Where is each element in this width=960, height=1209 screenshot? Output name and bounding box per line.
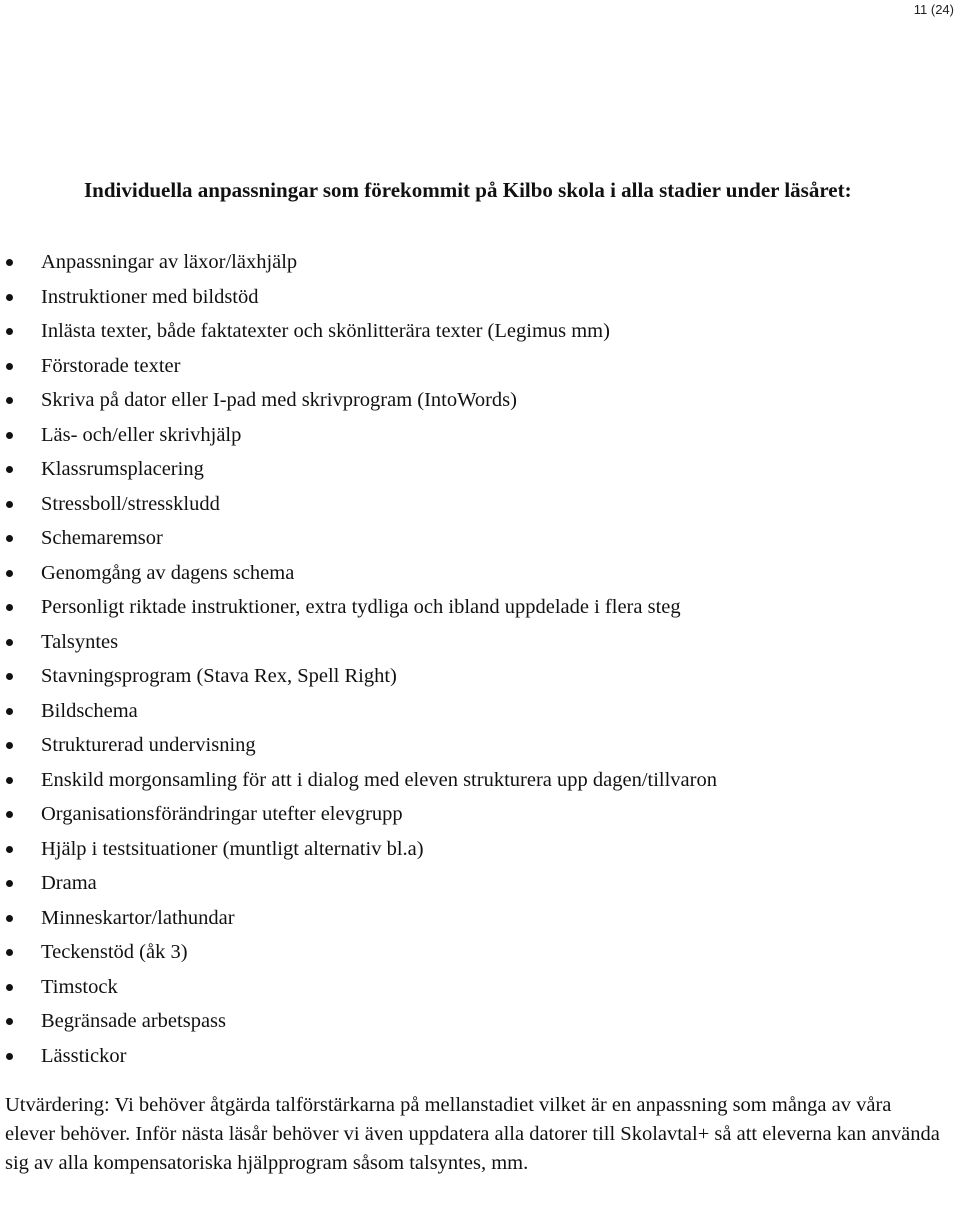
list-item (0, 936, 950, 971)
list-item-text: Stavningsprogram (Stava Rex, Spell Right) (41, 665, 397, 687)
list-item (0, 453, 950, 488)
bullet-icon (6, 984, 13, 991)
list-item (0, 626, 950, 661)
bullet-icon (6, 363, 13, 370)
bullet-icon (6, 811, 13, 818)
bullet-icon (6, 328, 13, 335)
list-item (0, 833, 950, 868)
list-item-text: Lässtickor (41, 1044, 127, 1067)
bullet-icon (6, 397, 13, 404)
list-item (0, 695, 950, 730)
list-item-text: Bildschema (41, 699, 138, 722)
bullet-icon (6, 846, 13, 853)
bullet-icon (6, 777, 13, 784)
list-item-text: Minneskartor/lathundar (41, 906, 235, 929)
list-item (0, 281, 950, 316)
list-item (0, 729, 950, 764)
list-item-text: Organisationsförändringar utefter elevgrupp (41, 803, 403, 825)
list-item (0, 384, 950, 419)
list-item (0, 867, 950, 902)
list-item-text: Personligt riktade instruktioner, extra tydliga och ibland uppdelade i flera steg (41, 596, 681, 618)
list-item (0, 764, 950, 799)
accommodations-list (0, 246, 950, 1074)
bullet-icon (6, 432, 13, 439)
list-item (0, 971, 950, 1006)
bullet-icon (6, 466, 13, 473)
list-item (0, 557, 950, 592)
bullet-icon (6, 1053, 13, 1060)
bullet-icon (6, 673, 13, 680)
list-item-text: Klassrumsplacering (41, 458, 204, 480)
list-item (0, 1040, 950, 1075)
list-item (0, 660, 950, 695)
list-item-text: Drama (41, 872, 97, 894)
list-item-text: Anpassningar av läxor/läxhjälp (41, 251, 298, 273)
list-item-text: Genomgång av dagens schema (41, 561, 295, 584)
list-item-text: Skriva på dator eller I-pad med skrivprogram (IntoWords) (41, 389, 517, 411)
list-item (0, 798, 950, 833)
list-item (0, 315, 950, 350)
bullet-icon (6, 259, 13, 266)
bullet-icon (6, 535, 13, 542)
bullet-icon (6, 501, 13, 508)
list-item (0, 522, 950, 557)
section-heading: Individuella anpassningar som förekommit på Kilbo skola i alla stadier under läsåret: (84, 178, 852, 202)
list-item (0, 488, 950, 523)
list-item (0, 419, 950, 454)
list-item-text: Inlästa texter, både faktatexter och skönlitterära texter (Legimus mm) (41, 320, 610, 342)
bullet-icon (6, 639, 13, 646)
list-item-text: Schemaremsor (41, 527, 163, 549)
list-item-text: Förstorade texter (41, 354, 181, 377)
page-number: 11 (24) (913, 2, 954, 17)
list-item-text: Hjälp i testsituationer (muntligt alternativ bl.a) (41, 837, 424, 860)
evaluation-paragraph: Utvärdering: Vi behöver åtgärda talförstärkarna på mellanstadiet vilket är en anpassning som många av våra elever behöver. Inför nästa läsår behöver vi även uppdatera alla datorer till Skolavtal+ så att eleverna kan använda sig av alla kompensatoriska hjälpprogram såsom talsyntes, mm. (5, 1094, 940, 1174)
bullet-icon (6, 915, 13, 922)
bullet-icon (6, 708, 13, 715)
list-item (0, 350, 950, 385)
bullet-icon (6, 880, 13, 887)
list-item (0, 591, 950, 626)
bullet-icon (6, 742, 13, 749)
list-item-text: Timstock (41, 975, 118, 998)
list-item (0, 246, 950, 281)
list-item-text: Begränsade arbetspass (41, 1010, 227, 1032)
list-item-text: Talsyntes (41, 630, 119, 653)
list-item-text: Enskild morgonsamling för att i dialog med eleven strukturera upp dagen/tillvaron (41, 768, 717, 791)
list-item-text: Strukturerad undervisning (41, 734, 256, 756)
bullet-icon (6, 570, 13, 577)
bullet-icon (6, 604, 13, 611)
bullet-icon (6, 1018, 13, 1025)
list-item-text: Stressboll/stresskludd (41, 492, 220, 515)
list-item (0, 902, 950, 937)
bullet-icon (6, 949, 13, 956)
list-item-text: Teckenstöd (åk 3) (41, 941, 188, 963)
list-item-text: Läs- och/eller skrivhjälp (41, 423, 242, 446)
bullet-icon (6, 294, 13, 301)
list-item (0, 1005, 950, 1040)
list-item-text: Instruktioner med bildstöd (41, 285, 259, 308)
